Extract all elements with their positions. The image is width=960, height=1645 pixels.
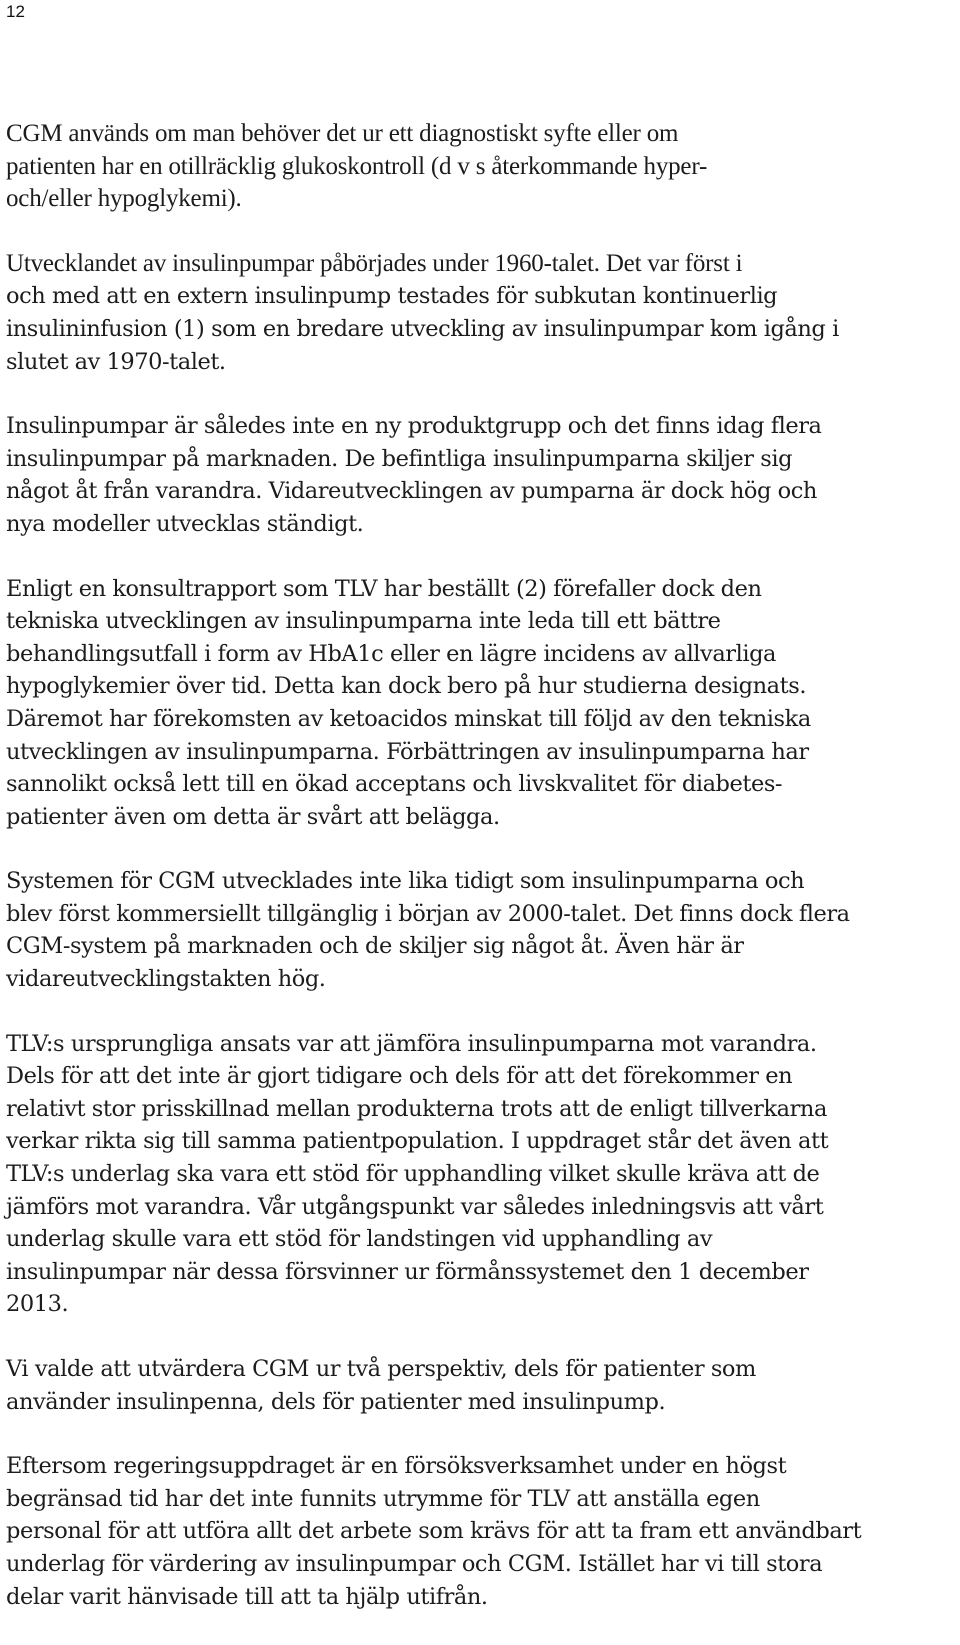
text-line: nya modeller utvecklas ständigt. xyxy=(6,510,364,537)
text-line: underlag skulle vara ett stöd för landstingen vid upphandling av xyxy=(6,1226,713,1253)
text-line: begränsad tid har det inte funnits utrymme för TLV att anställa egen xyxy=(6,1485,760,1512)
text-line: CGM-system på marknaden och de skiljer sig något åt. Även här är xyxy=(6,933,744,960)
text-line: underlag för värdering av insulinpumpar och CGM. Istället har vi till stora xyxy=(6,1550,823,1577)
text-line: utvecklingen av insulinpumparna. Förbättringen av insulinpumparna har xyxy=(6,738,809,765)
document-body xyxy=(6,118,956,1645)
paragraph-pump-history xyxy=(6,248,956,378)
text-line: Dels för att det inte är gjort tidigare och dels för att det förekommer en xyxy=(6,1063,793,1090)
paragraph-external-help xyxy=(6,1450,956,1613)
paragraph-consultant-report xyxy=(6,573,956,834)
text-line: patienter även om detta är svårt att belägga. xyxy=(6,803,500,830)
text-line: personal för att utföra allt det arbete som krävs för att ta fram ett användbart xyxy=(6,1518,862,1545)
text-line: använder insulinpenna, dels för patienter med insulinpump. xyxy=(6,1388,666,1415)
text-line: behandlingsutfall i form av HbA1c eller en lägre incidens av allvarliga xyxy=(6,640,776,667)
text-line: något åt från varandra. Vidareutvecklingen av pumparna är dock hög och xyxy=(6,478,817,505)
text-line: 2013. xyxy=(6,1291,69,1318)
text-line: Vi valde att utvärdera CGM ur två perspektiv, dels för patienter som xyxy=(6,1356,756,1382)
text-line: Enligt en konsultrapport som TLV har beställt (2) förefaller dock den xyxy=(6,575,762,602)
text-line: Insulinpumpar är således inte en ny produktgrupp och det finns idag flera xyxy=(6,413,822,440)
paragraph-product-group xyxy=(6,410,956,540)
text-line: blev först kommersiellt tillgänglig i början av 2000-talet. Det finns dock flera xyxy=(6,900,850,927)
paragraph-cgm-systems xyxy=(6,865,956,995)
text-line: hypoglykemier över tid. Detta kan dock bero på hur studierna designats. xyxy=(6,673,807,700)
text-line: verkar rikta sig till samma patientpopulation. I uppdraget står det även att xyxy=(6,1128,829,1155)
text-line: delar varit hänvisade till att ta hjälp utifrån. xyxy=(6,1583,488,1610)
text-line: slutet av 1970-talet. xyxy=(6,348,226,375)
page-number: 12 xyxy=(6,2,25,21)
text-line: tekniska utvecklingen av insulinpumparna inte leda till ett bättre xyxy=(6,608,721,635)
text-line: Systemen för CGM utvecklades inte lika tidigt som insulinpumparna och xyxy=(6,868,805,895)
text-line: insulinpumpar när dessa försvinner ur förmånssystemet den 1 december xyxy=(6,1258,809,1285)
text-line: jämförs mot varandra. Vår utgångspunkt var således inledningsvis att vårt xyxy=(6,1193,824,1220)
text-line: Utvecklandet av insulinpumpar påbörjades under 1960-talet. Det var först i xyxy=(6,249,743,277)
paragraph-tlv-approach xyxy=(6,1028,956,1321)
text-line: Eftersom regeringsuppdraget är en försöksverksamhet under en högst xyxy=(6,1453,787,1480)
text-line: patienten har en otillräcklig glukoskontroll (d v s återkommande hyper- xyxy=(6,152,708,180)
text-line: relativt stor prisskillnad mellan produkterna trots att de enligt tillverkarna xyxy=(6,1095,827,1122)
text-line: vidareutvecklingstakten hög. xyxy=(6,966,326,993)
text-line: CGM används om man behöver det ur ett diagnostiskt syfte eller om xyxy=(6,120,679,147)
text-line: och/eller hypoglykemi). xyxy=(6,185,242,213)
text-line: insulinpumpar på marknaden. De befintliga insulinpumparna skiljer sig xyxy=(6,445,793,472)
text-line: sannolikt också lett till en ökad acceptans och livskvalitet för diabetes- xyxy=(6,771,783,798)
text-line: insulininfusion (1) som en bredare utveckling av insulinpumpar kom igång i xyxy=(6,315,839,342)
text-line: TLV:s underlag ska vara ett stöd för upphandling vilket skulle kräva att de xyxy=(6,1161,820,1188)
paragraph-cgm-evaluation xyxy=(6,1353,956,1418)
text-line: Däremot har förekomsten av ketoacidos minskat till följd av den tekniska xyxy=(6,705,811,732)
text-line: och med att en extern insulinpump testades för subkutan kontinuerlig xyxy=(6,283,778,310)
text-line: TLV:s ursprungliga ansats var att jämföra insulinpumparna mot varandra. xyxy=(6,1030,817,1057)
paragraph-cgm-usage xyxy=(6,118,956,216)
